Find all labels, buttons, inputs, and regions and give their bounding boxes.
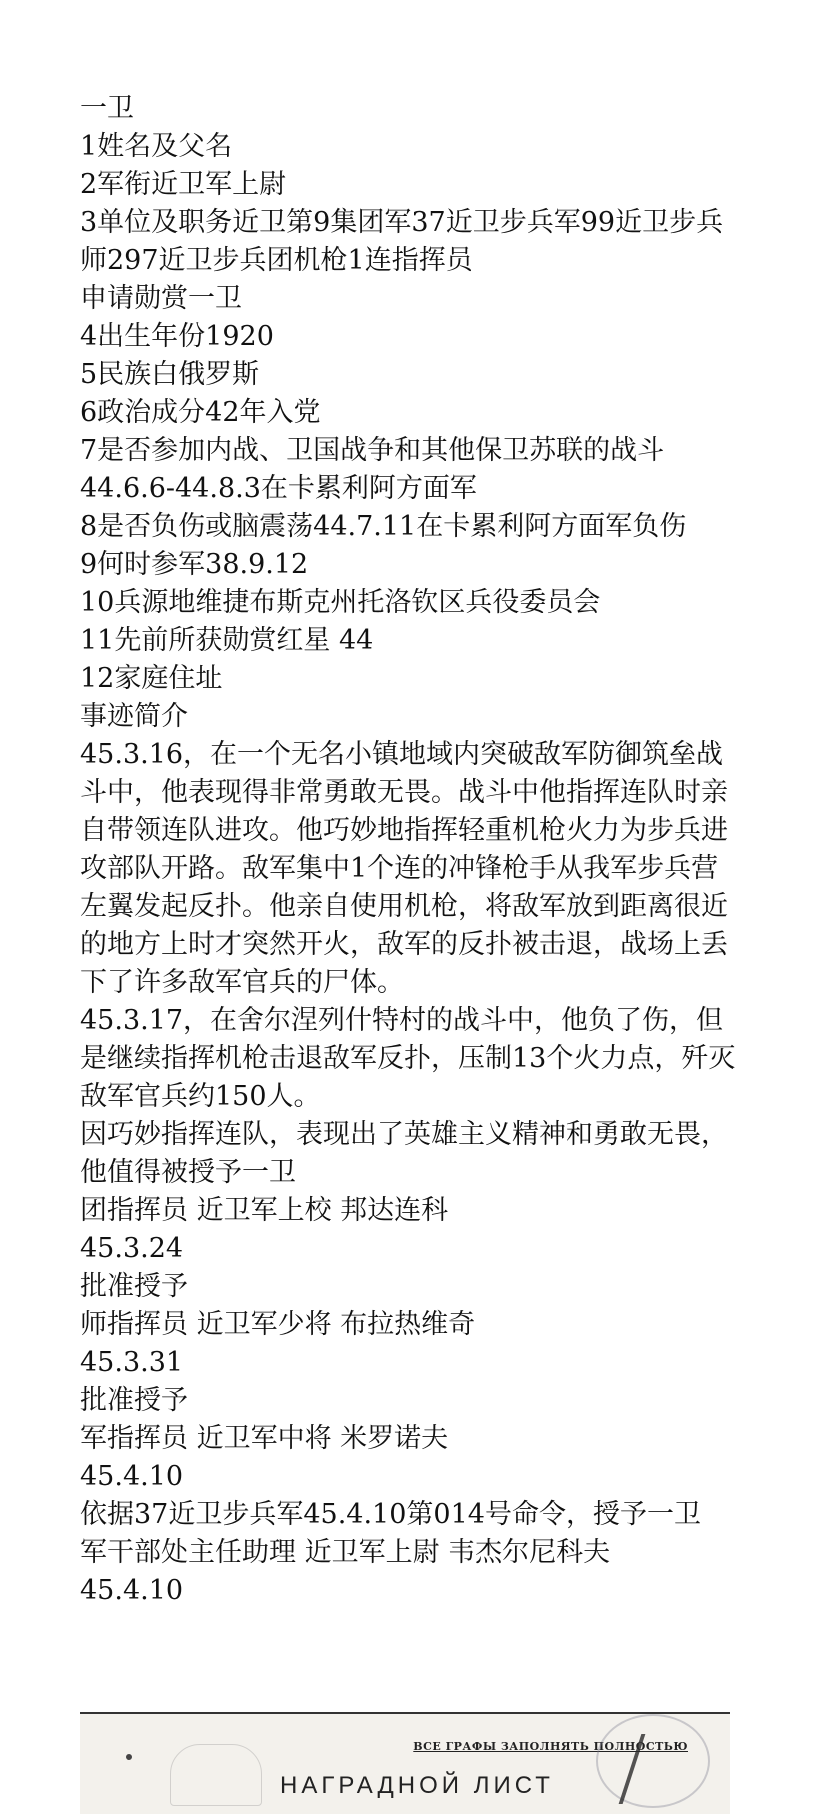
signer-corps: 军指挥员 近卫军中将 米罗诺夫 [80,1423,449,1454]
field-party: 6政治成分42年入党 [80,397,321,428]
field-combat: 7是否参加内战、卫国战争和其他保卫苏联的战斗44.6.6-44.8.3在卡累利阿方面军 [80,435,665,504]
translation-text [80,90,740,1610]
field-prior-awards: 11先前所获勋赏红星 44 [80,625,374,656]
field-nationality: 5民族白俄罗斯 [80,359,260,390]
photo-title: НАГРАДНОЙ ЛИСТ [280,1772,554,1799]
hole-punch-mark [126,1754,132,1760]
emblem-mark [170,1744,262,1806]
field-enlisted: 9何时参军38.9.12 [80,549,309,580]
approval-division: 批准授予 [80,1271,188,1302]
award-sheet-photo [80,1712,730,1814]
photo-header-note: ВСЕ ГРАФЫ ЗАПОЛНЯТЬ ПОЛНОСТЬЮ [413,1740,688,1753]
date-personnel: 45.4.10 [80,1575,184,1606]
field-award-request: 申请勋赏一卫 [80,283,242,314]
date-corps: 45.4.10 [80,1461,184,1492]
date-division: 45.3.31 [80,1347,184,1378]
summary-conclusion: 因巧妙指挥连队，表现出了英雄主义精神和勇敢无畏，他值得被授予一卫 [80,1119,728,1188]
field-address: 12家庭住址 [80,663,223,694]
award-order: 依据37近卫步兵军45.4.10第014号命令，授予一卫 [80,1499,701,1530]
field-wounds: 8是否负伤或脑震荡44.7.11在卡累利阿方面军负伤 [80,511,687,542]
section-heading-summary: 事迹简介 [80,701,188,732]
field-name: 1姓名及父名 [80,131,233,162]
order-short-name: 一卫 [80,93,134,124]
field-rank: 2军衔近卫军上尉 [80,169,287,200]
date-regiment: 45.3.24 [80,1233,184,1264]
summary-paragraph-1: 45.3.16，在一个无名小镇地域内突破敌军防御筑垒战斗中，他表现得非常勇敢无畏。战斗中他指挥连队时亲自带领连队进攻。他巧妙地指挥轻重机枪火力为步兵进攻部队开路。敌军集中1个连的冲锋枪手从我军步兵营左翼发起反扑。他亲自使用机枪，将敌军放到距离很近的地方上时才突然开火，敌军的反扑被击退，战场上丢下了许多敌军官兵的尸体。 [80,739,728,998]
field-draft-office: 10兵源地维捷布斯克州托洛钦区兵役委员会 [80,587,601,618]
signer-personnel: 军干部处主任助理 近卫军上尉 韦杰尔尼科夫 [80,1537,611,1568]
signer-division: 师指挥员 近卫军少将 布拉热维奇 [80,1309,476,1340]
field-unit: 3单位及职务近卫第9集团军37近卫步兵军99近卫步兵师297近卫步兵团机枪1连指挥员 [80,207,724,276]
signer-regiment: 团指挥员 近卫军上校 邦达连科 [80,1195,449,1226]
field-birth-year: 4出生年份1920 [80,321,274,352]
approval-corps: 批准授予 [80,1385,188,1416]
summary-paragraph-2: 45.3.17，在舍尔涅列什特村的战斗中，他负了伤，但是继续指挥机枪击退敌军反扑，压制13个火力点，歼灭敌军官兵约150人。 [80,1005,736,1112]
